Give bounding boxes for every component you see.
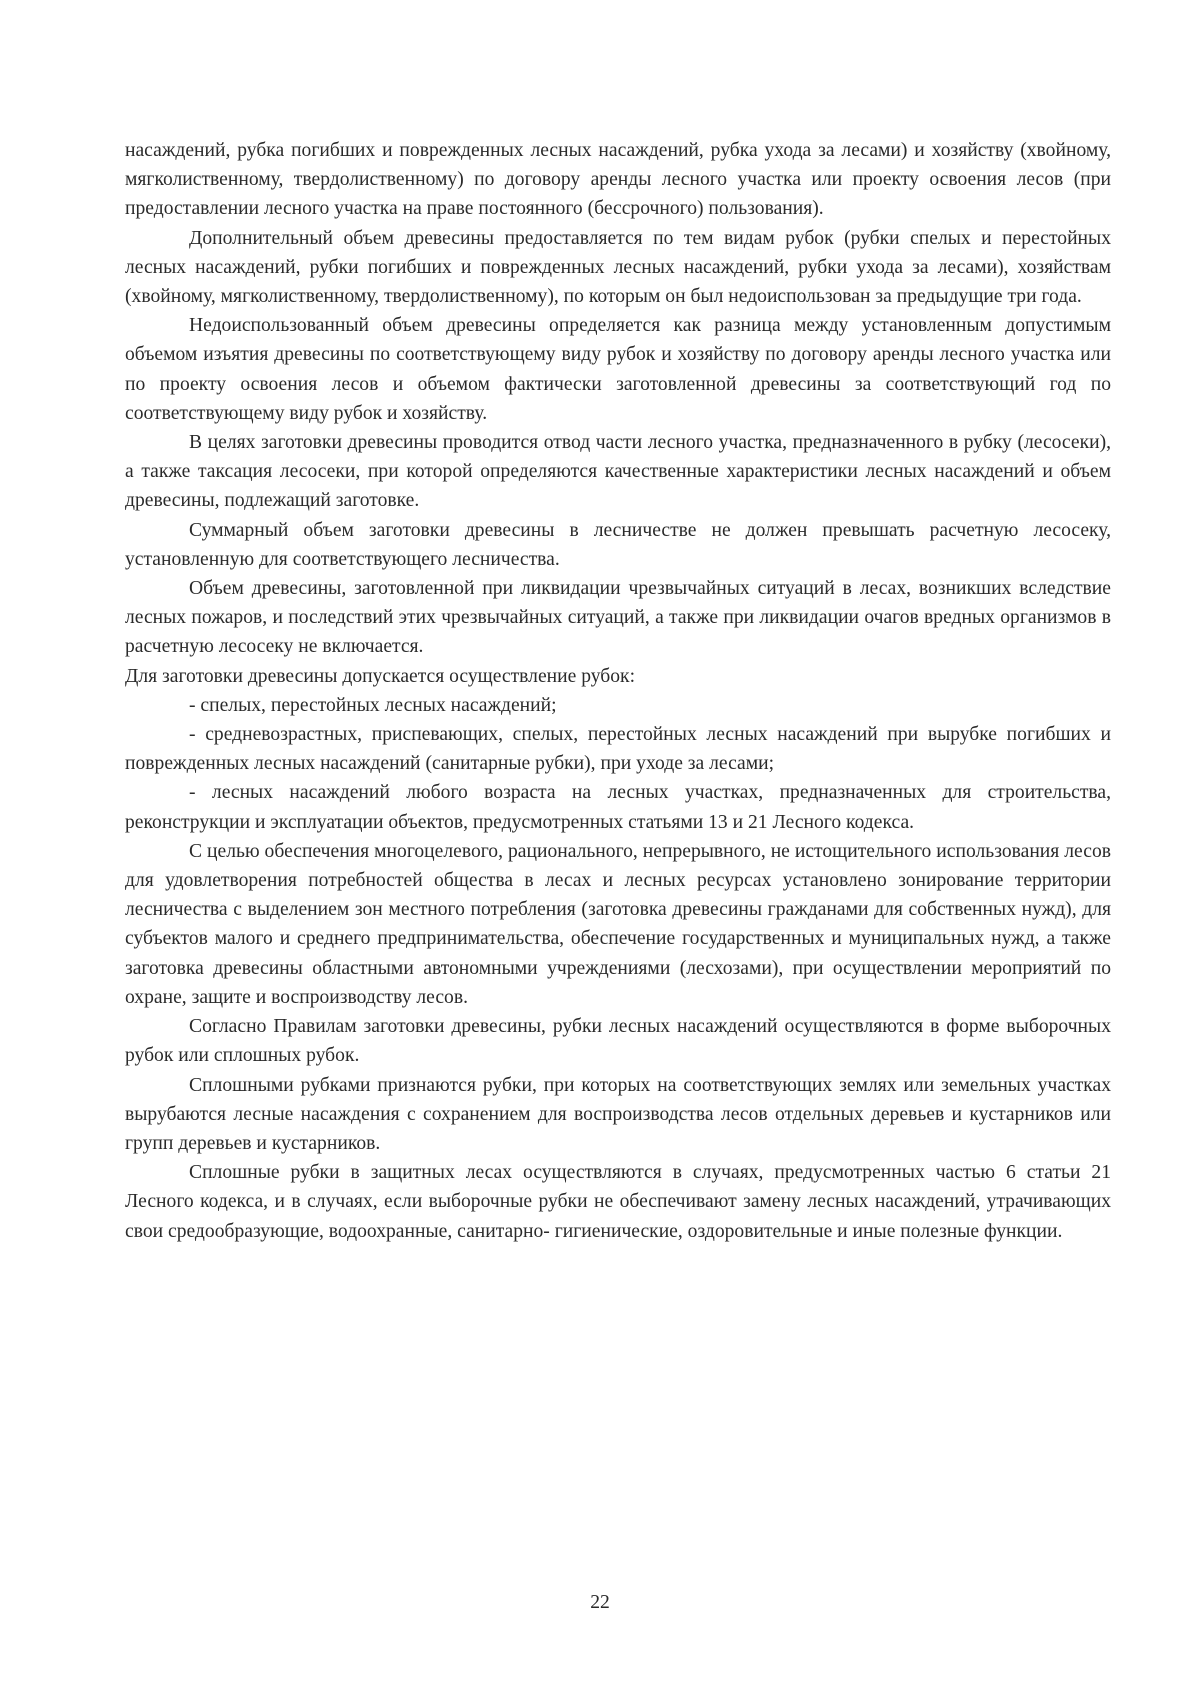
paragraph-additional-volume: Дополнительный объем древесины предоставляется по тем видам рубок (рубки спелых и перестойных лесных насаждений, рубки погибших и поврежденных лесных насаждений, рубки ухода за лесами), хозяйствам (хвойному, мягколиственному, твердолиственному), по которым он был недоиспользован за предыдущие три года. [125, 227, 1111, 308]
paragraph-clear-cuttings-protective: Сплошные рубки в защитных лесах осуществляются в случаях, предусмотренных частью 6 статьи 21 Лесного кодекса, и в случаях, если выборочные рубки не обеспечивают замену лесных насаждений, утрачивающих свои средообразующие, водоохранные, санитарно- гигиенические, оздоровительные и иные полезные функции. [125, 1162, 1111, 1242]
paragraph-underused-volume: Недоиспользованный объем древесины определяется как разница между установленным допустимым объемом изъятия древесины по соответствующему виду рубок и хозяйству по договору аренды лесного участка или по проекту освоения лесов и объемом фактически заготовленной древесины за соответствующий год по соответствующему виду рубок и хозяйству. [125, 315, 1111, 424]
document-body [125, 136, 1111, 1246]
paragraph-cutting-area-allotment: В целях заготовки древесины проводится отвод части лесного участка, предназначенного в рубку (лесосеки), а также таксация лесосеки, при которой определяются качественные характеристики лесных насаждений и объем древесины, подлежащий заготовке. [125, 432, 1111, 512]
paragraph-clear-cuttings-definition: Сплошными рубками признаются рубки, при которых на соответствующих землях или земельных участках вырубаются лесные насаждения с сохранением для воспроизводства лесов отдельных деревьев и кустарников или групп деревьев и кустарников. [125, 1074, 1111, 1154]
paragraph-allowed-cuttings-intro: Для заготовки древесины допускается осуществление рубок: [125, 665, 636, 687]
page-number: 22 [590, 1592, 610, 1613]
list-item-construction-sites: - лесных насаждений любого возраста на лесных участках, предназначенных для строительства, реконструкции и эксплуатации объектов, предусмотренных статьями 13 и 21 Лесного кодекса. [125, 782, 1111, 833]
paragraph-continuation: насаждений, рубка погибших и поврежденных лесных насаждений, рубка ухода за лесами) и хозяйству (хвойному, мягколиственному, твердолиственному) по договору аренды лесного участка или проекту освоения лесов (при предоставлении лесного участка на праве постоянного (бессрочного) пользования). [125, 140, 1111, 220]
paragraph-cutting-forms: Согласно Правилам заготовки древесины, рубки лесных насаждений осуществляются в форме выборочных рубок или сплошных рубок. [125, 1016, 1111, 1067]
paragraph-total-volume: Суммарный объем заготовки древесины в лесничестве не должен превышать расчетную лесосеку, установленную для соответствующего лесничества. [125, 519, 1111, 570]
paragraph-zoning: С целью обеспечения многоцелевого, рационального, непрерывного, не истощительного использования лесов для удовлетворения потребностей общества в лесах и лесных ресурсах установлено зонирование территории лесничества с выделением зон местного потребления (заготовка древесины гражданами для собственных нужд), для субъектов малого и среднего предпринимательства, обеспечение государственных и муниципальных нужд, а также заготовка древесины областными автономными учреждениями (лесхозами), при осуществлении мероприятий по охране, защите и воспроизводству лесов. [125, 840, 1111, 1008]
list-item-sanitary-cuttings: - средневозрастных, приспевающих, спелых, перестойных лесных насаждений при вырубке погибших и поврежденных лесных насаждений (санитарные рубки), при уходе за лесами; [125, 724, 1111, 775]
list-item-mature-stands: - спелых, перестойных лесных насаждений; [189, 694, 557, 716]
paragraph-emergency-volume: Объем древесины, заготовленной при ликвидации чрезвычайных ситуаций в лесах, возникших вследствие лесных пожаров, и последствий этих чрезвычайных ситуаций, а также при ликвидации очагов вредных организмов в расчетную лесосеку не включается. [125, 578, 1111, 658]
